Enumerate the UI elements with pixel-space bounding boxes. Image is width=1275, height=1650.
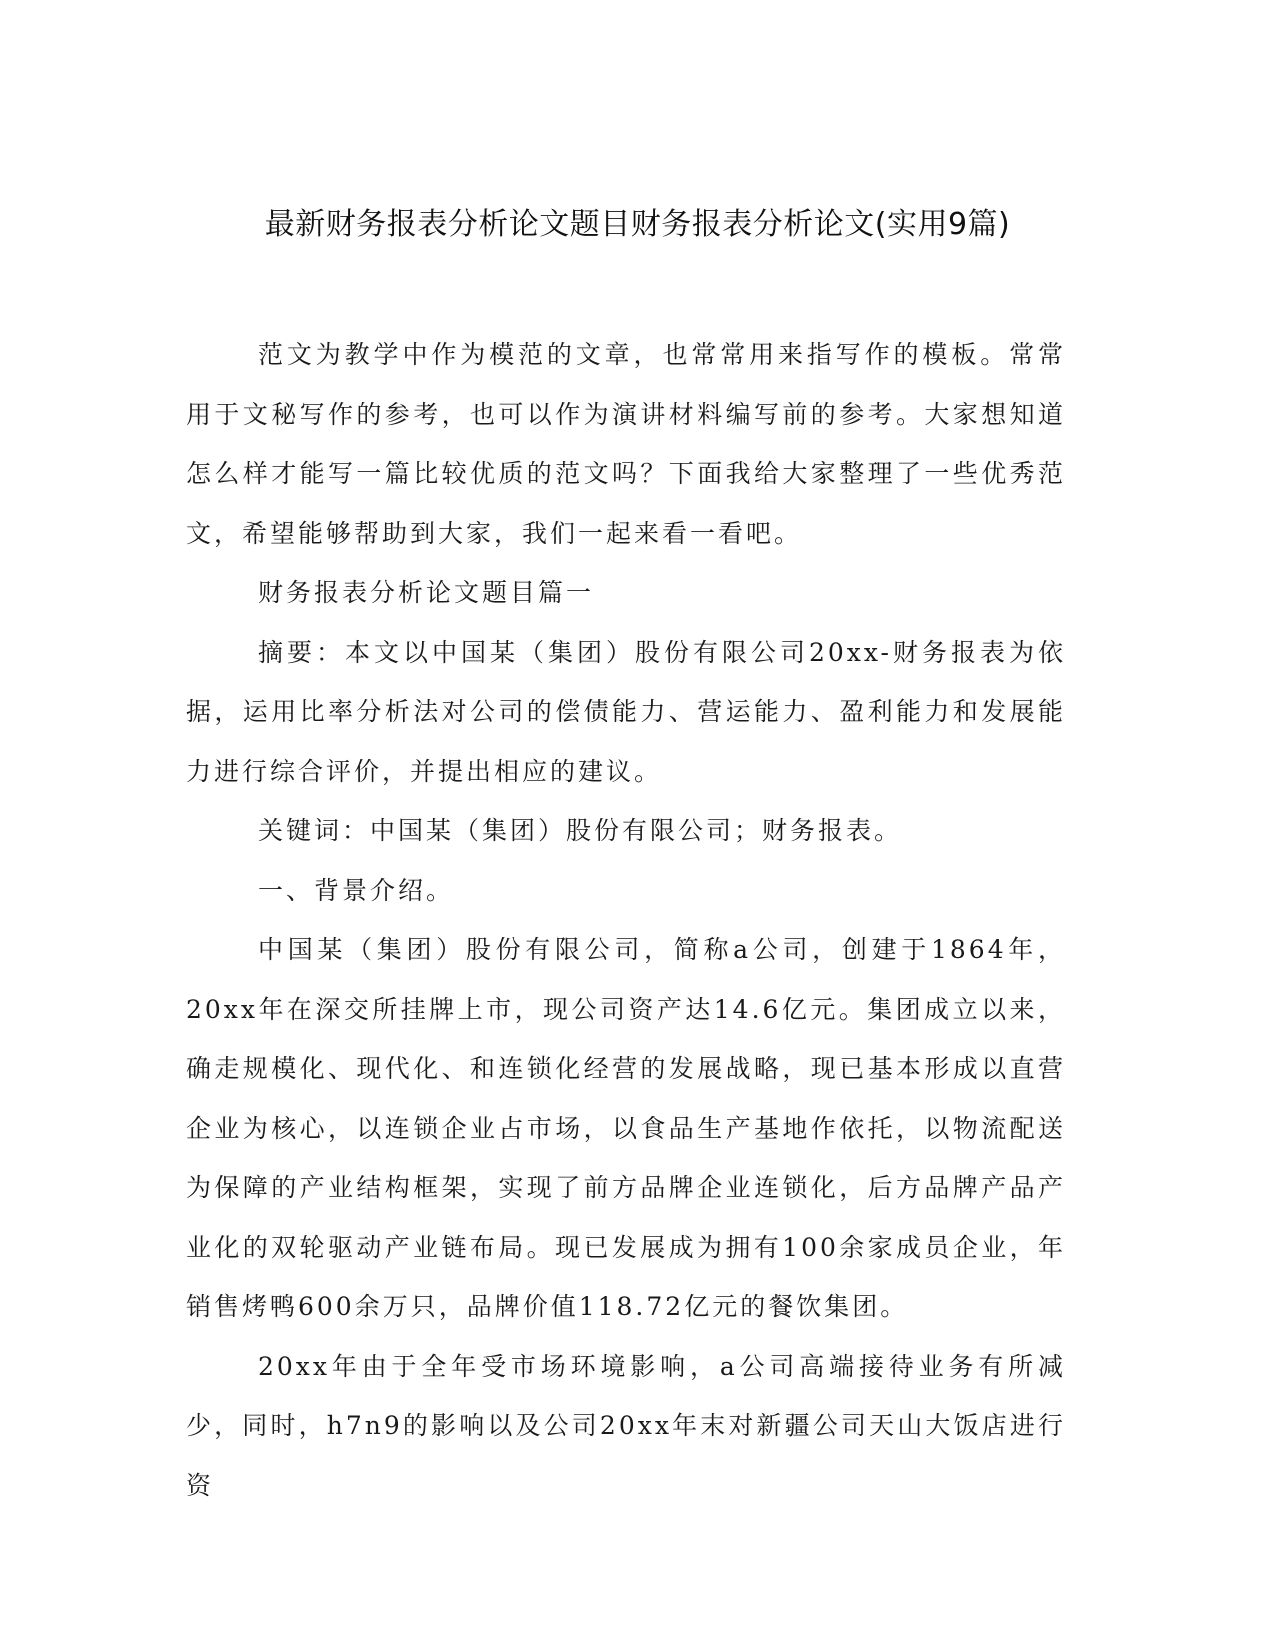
market-impact-paragraph: 20xx年由于全年受市场环境影响，a公司高端接待业务有所减少，同时，h7n9的影响以及公司20xx年末对新疆公司天山大饭店进行资 bbox=[186, 1351, 1066, 1500]
keywords-paragraph: 关键词：中国某（集团）股份有限公司；财务报表。 bbox=[258, 816, 903, 845]
intro-paragraph: 范文为教学中作为模范的文章，也常常用来指写作的模板。常常用于文秘写作的参考，也可以作为演讲材料编写前的参考。大家想知道怎么样才能写一篇比较优质的范文吗？下面我给大家整理了一些优秀范文，希望能够帮助到大家，我们一起来看一看吧。 bbox=[186, 340, 1066, 548]
abstract-paragraph: 摘要：本文以中国某（集团）股份有限公司20xx-财务报表为依据，运用比率分析法对公司的偿债能力、营运能力、盈利能力和发展能力进行综合评价，并提出相应的建议。 bbox=[186, 637, 1066, 786]
section-heading-part-one: 财务报表分析论文题目篇一 bbox=[258, 578, 595, 607]
document-title: 最新财务报表分析论文题目财务报表分析论文(实用9篇) bbox=[264, 207, 1011, 242]
company-background-paragraph: 中国某（集团）股份有限公司，简称a公司，创建于1864年，20xx年在深交所挂牌上市，现公司资产达14.6亿元。集团成立以来，确走规模化、现代化、和连锁化经营的发展战略，现已基本形成以直营企业为核心，以连锁企业占市场，以食品生产基地作依托，以物流配送为保障的产业结构框架，实现了前方品牌企业连锁化，后方品牌产品产业化的双轮驱动产业链布局。现已发展成为拥有100余家成员企业，年销售烤鸭600余万只，品牌价值118.72亿元的餐饮集团。 bbox=[186, 935, 1066, 1321]
document-body bbox=[186, 325, 1066, 1515]
section-heading-background: 一、背景介绍。 bbox=[258, 875, 455, 905]
